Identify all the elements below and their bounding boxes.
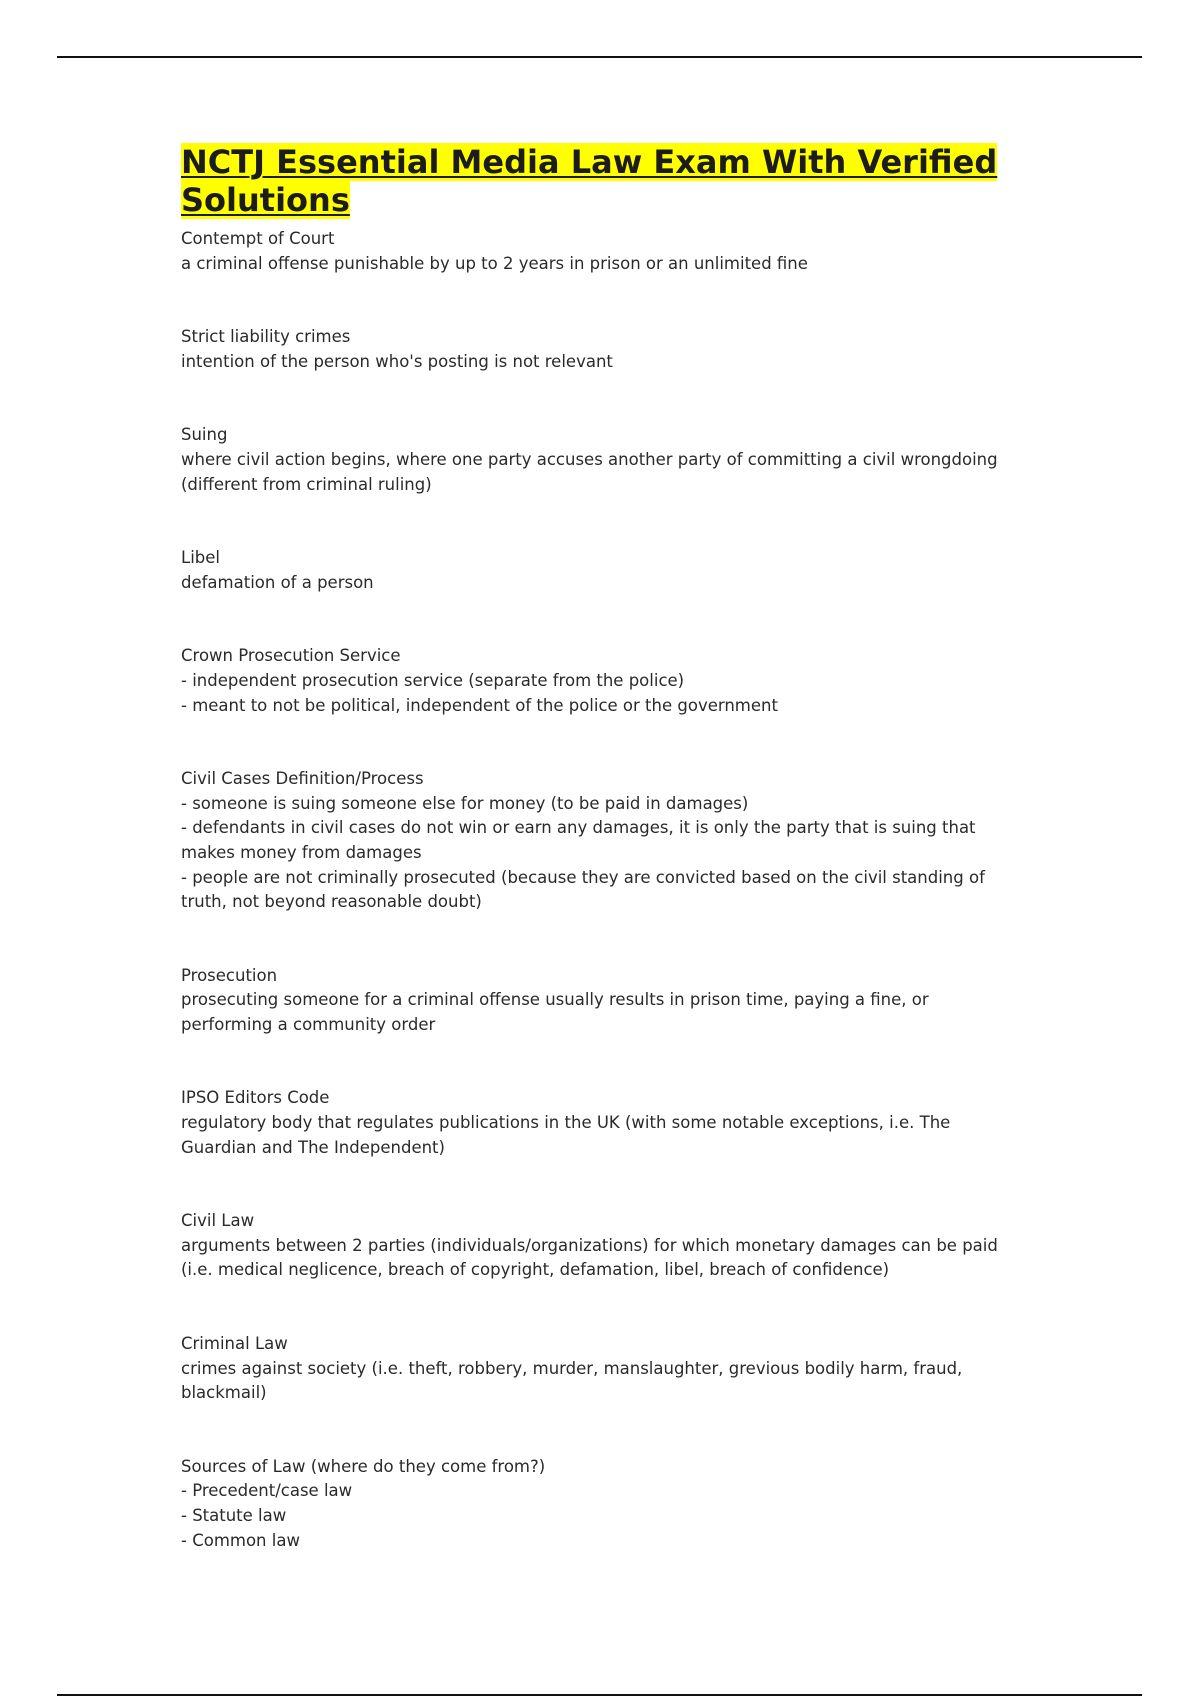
entry-term: Contempt of Court xyxy=(181,229,335,248)
footer-rule xyxy=(57,1694,1142,1696)
entry-definition: where civil action begins, where one party accuses another party of committing a civil wrongdoing (different from criminal ruling) xyxy=(181,449,998,494)
entry-definition: prosecuting someone for a criminal offense usually results in prison time, paying a fine, or performing a community order xyxy=(181,990,929,1034)
flashcard-entry xyxy=(181,325,1021,374)
flashcard-entry xyxy=(181,1455,1021,1553)
entry-definition: defamation of a person xyxy=(181,572,374,592)
entry-definition: - Precedent/case law xyxy=(181,1481,353,1501)
entry-term: Suing xyxy=(181,425,228,445)
entry-definition: crimes against society (i.e. theft, robbery, murder, manslaughter, grevious bodily harm, fraud, blackmail) xyxy=(181,1358,963,1403)
entry-definition: - meant to not be political, independent of the police or the government xyxy=(181,695,778,715)
flashcard-entry xyxy=(181,767,1021,915)
flashcard-entry xyxy=(181,964,1021,1038)
flashcard-entry xyxy=(181,546,1021,595)
document-title: NCTJ Essential Media Law Exam With Verified Solutions xyxy=(181,143,998,219)
entry-definition: - independent prosecution service (separate from the police) xyxy=(181,670,685,690)
entry-term: Strict liability crimes xyxy=(181,327,351,347)
entry-definition: arguments between 2 parties (individuals/organizations) for which monetary damages can be paid (i.e. medical neglicence, breach of copyright, defamation, libel, breach of confidence) xyxy=(181,1235,998,1280)
document-body xyxy=(181,143,1021,1602)
flashcard-entry xyxy=(181,644,1021,718)
header-rule xyxy=(57,56,1142,58)
entry-term: Civil Law xyxy=(181,1211,255,1231)
entry-definition: - someone is suing someone else for money (to be paid in damages) xyxy=(181,793,749,813)
entry-term: Criminal Law xyxy=(181,1334,288,1354)
entry-definition: - people are not criminally prosecuted (because they are convicted based on the civil standing of truth, not beyond reasonable doubt) xyxy=(181,867,985,912)
entry-term: IPSO Editors Code xyxy=(181,1088,330,1108)
entry-term: Civil Cases Definition/Process xyxy=(181,769,424,789)
flashcard-entry xyxy=(181,227,1021,276)
flashcard-entry xyxy=(181,1086,1021,1160)
entry-definition: - Statute law xyxy=(181,1506,287,1525)
flashcard-entry xyxy=(181,1332,1021,1406)
entry-term: Libel xyxy=(181,548,220,568)
entry-definition: a criminal offense punishable by up to 2 years in prison or an unlimited fine xyxy=(181,253,808,273)
entry-term: Crown Prosecution Service xyxy=(181,646,401,666)
flashcard-entry xyxy=(181,423,1021,497)
entry-definition: - defendants in civil cases do not win or earn any damages, it is only the party that is suing that makes money from damages xyxy=(181,818,976,862)
entry-term: Sources of Law (where do they come from?) xyxy=(181,1456,546,1476)
flashcard-entry xyxy=(181,1209,1021,1283)
entry-definition: - Common law xyxy=(181,1530,300,1550)
entry-term: Prosecution xyxy=(181,965,278,985)
entry-definition: regulatory body that regulates publications in the UK (with some notable exceptions, i.e. The Guardian and The Independent) xyxy=(181,1113,951,1157)
entry-definition: intention of the person who's posting is not relevant xyxy=(181,351,613,371)
